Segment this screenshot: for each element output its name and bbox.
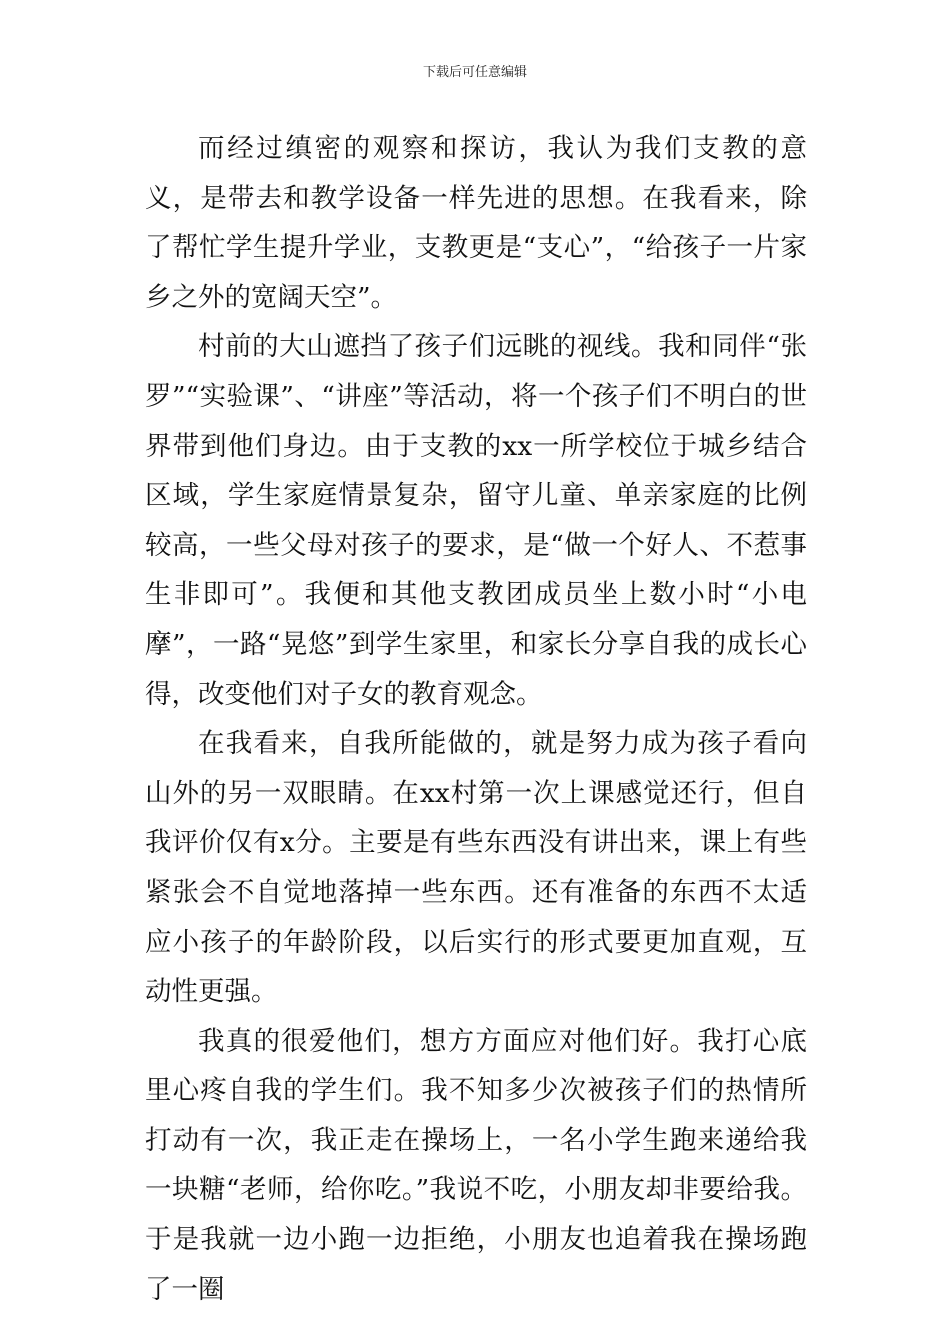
paragraph-4: 我真的很爱他们，想方方面应对他们好。我打心底里心疼自我的学生们。我不知多少次被孩子们的热情所打动有一次，我正走在操场上，一名小学生跑来递给我一块糖“老师，给你吃。”我说不吃，小朋友却非要给我。于是我就一边小跑一边拒绝，小朋友也追着我在操场跑了一圈 xyxy=(145,1025,807,1305)
paragraph-3: 在我看来，自我所能做的，就是努力成为孩子看向山外的另一双眼睛。在xx村第一次上课感觉还行，但自我评价仅有x分。主要是有些东西没有讲出来，课上有些紧张会不自觉地落掉一些东西。还有准备的东西不太适应小孩子的年龄阶段，以后实行的形式要更加直观，互动性更强。 xyxy=(145,728,807,1008)
paragraph-1: 而经过缜密的观察和探访，我认为我们支教的意义，是带去和教学设备一样先进的思想。在我看来，除了帮忙学生提升学业，支教更是“支心”，“给孩子一片家乡之外的宽阔天空”。 xyxy=(145,133,807,313)
document-body xyxy=(145,124,807,1314)
page-header: 下载后可任意编辑 xyxy=(422,65,527,80)
paragraph-2: 村前的大山遮挡了孩子们远眺的视线。我和同伴“张罗”“实验课”、“讲座”等活动，将一个孩子们不明白的世界带到他们身边。由于支教的xx一所学校位于城乡结合区域，学生家庭情景复杂，留守儿童、单亲家庭的比例较高，一些父母对孩子的要求，是“做一个好人、不惹事生非即可”。我便和其他支教团成员坐上数小时“小电摩”，一路“晃悠”到学生家里，和家长分享自我的成长心得，改变他们对子女的教育观念。 xyxy=(145,331,807,710)
